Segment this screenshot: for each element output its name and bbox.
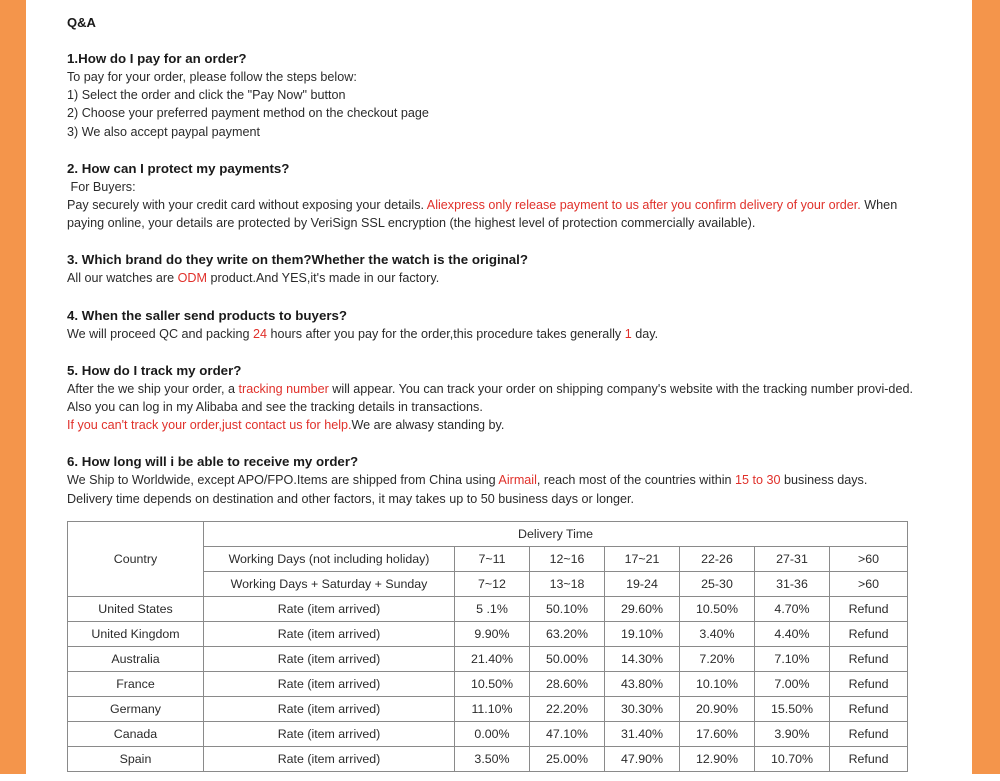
section-4-text-mid: hours after you pay for the order,this procedure takes generally — [266, 326, 625, 341]
section-1-heading: 1.How do I pay for an order? — [67, 51, 247, 66]
table-row-working-days-label: Working Days (not including holiday) — [204, 546, 455, 571]
section-6-heading: 6. How long will i be able to receive my order? — [67, 454, 359, 470]
table-cell-rate-0: 10.50% — [455, 671, 530, 696]
table-cell-working-weekend-2: 19-24 — [605, 571, 680, 596]
section-seller-send-products — [67, 307, 927, 343]
table-cell-rate-4: 10.70% — [755, 746, 830, 771]
table-header-delivery-time: Delivery Time — [204, 521, 908, 546]
section-6-text-tail: business days. — [780, 473, 868, 488]
section-brand-original — [67, 251, 927, 287]
section-6-text-highlight-days: 15 to 30 — [735, 473, 781, 488]
section-4-paragraph — [67, 325, 927, 343]
table-cell-rate-4: 7.10% — [755, 646, 830, 671]
table-cell-rate-2: 47.90% — [605, 746, 680, 771]
table-cell-rate-label: Rate (item arrived) — [204, 721, 455, 746]
table-cell-rate-4: 7.00% — [755, 671, 830, 696]
section-4-heading: 4. When the saller send products to buyers? — [67, 307, 348, 323]
table-cell-rate-0: 5 .1% — [455, 596, 530, 621]
table-cell-country: Canada — [68, 721, 204, 746]
right-orange-border — [972, 0, 1000, 774]
table-cell-rate-0: 21.40% — [455, 646, 530, 671]
table-cell-rate-label: Rate (item arrived) — [204, 746, 455, 771]
table-cell-working-weekend-5: >60 — [830, 571, 908, 596]
table-cell-rate-4: 15.50% — [755, 696, 830, 721]
section-2-paragraph — [67, 196, 927, 232]
delivery-time-table — [67, 521, 908, 772]
table-cell-rate-0: 0.00% — [455, 721, 530, 746]
table-cell-rate-4: 4.70% — [755, 596, 830, 621]
table-cell-working-days-3: 22-26 — [680, 546, 755, 571]
page-title: Q&A — [67, 15, 96, 30]
table-cell-working-weekend-3: 25-30 — [680, 571, 755, 596]
section-6-text-mid: , reach most of the countries within — [536, 473, 735, 488]
table-cell-rate-3: 20.90% — [680, 696, 755, 721]
section-6-paragraph — [67, 471, 927, 489]
table-cell-rate-1: 25.00% — [530, 746, 605, 771]
table-cell-rate-label: Rate (item arrived) — [204, 646, 455, 671]
section-4-text-highlight-days: 1 — [624, 326, 632, 341]
table-cell-rate-3: 17.60% — [680, 721, 755, 746]
table-cell-rate-label: Rate (item arrived) — [204, 696, 455, 721]
section-5-text-tail: will appear. You can track your order on shipping company's website with the tracking number provi-ded. — [328, 381, 913, 396]
table-cell-working-weekend-4: 31-36 — [755, 571, 830, 596]
table-cell-working-weekend-0: 7~12 — [455, 571, 530, 596]
table-cell-rate-3: 7.20% — [680, 646, 755, 671]
table-cell-rate-5: Refund — [830, 646, 908, 671]
table-row — [68, 596, 908, 621]
table-cell-working-days-2: 17~21 — [605, 546, 680, 571]
section-5-contact-highlight: If you can't track your order,just contact us for help. — [67, 418, 352, 433]
section-2-text-tail: When paying online, your details are protected by VeriSign SSL encryption (the highest level of protection commercially available). — [67, 198, 898, 231]
table-row — [68, 721, 908, 746]
table-cell-country: France — [68, 671, 204, 696]
section-3-paragraph — [67, 269, 927, 287]
section-protect-payments — [67, 160, 927, 233]
table-cell-rate-3: 12.90% — [680, 746, 755, 771]
table-cell-rate-3: 10.50% — [680, 596, 755, 621]
table-row — [68, 746, 908, 771]
section-1-line-1: To pay for your order, please follow the steps below: — [67, 70, 357, 84]
section-5-heading: 5. How do I track my order? — [67, 362, 242, 378]
table-cell-rate-5: Refund — [830, 746, 908, 771]
section-1-line-3: 2) Choose your preferred payment method on the checkout page — [67, 106, 429, 121]
section-4-text-highlight-hours: 24 — [252, 326, 267, 341]
section-receive-order — [67, 453, 927, 507]
table-cell-rate-3: 10.10% — [680, 671, 755, 696]
section-5-text-highlight: tracking number — [238, 381, 329, 396]
table-cell-country: United Kingdom — [68, 621, 204, 646]
section-3-text-tail: product.And YES,it's made in our factory. — [207, 271, 440, 286]
section-5-contact-line — [67, 416, 927, 434]
section-3-text-highlight: ODM — [177, 271, 207, 286]
table-cell-rate-3: 3.40% — [680, 621, 755, 646]
table-cell-working-days-4: 27-31 — [755, 546, 830, 571]
table-row — [68, 671, 908, 696]
table-cell-rate-2: 43.80% — [605, 671, 680, 696]
table-cell-rate-label: Rate (item arrived) — [204, 671, 455, 696]
section-4-text-tail: day. — [631, 326, 659, 341]
section-1-line-2: 1) Select the order and click the "Pay Now" button — [67, 88, 346, 103]
table-header-country: Country — [68, 521, 204, 596]
section-3-text-lead: All our watches are — [67, 271, 178, 286]
content-column — [67, 0, 927, 772]
table-cell-rate-2: 31.40% — [605, 721, 680, 746]
table-row — [68, 621, 908, 646]
table-cell-rate-5: Refund — [830, 671, 908, 696]
table-cell-rate-1: 28.60% — [530, 671, 605, 696]
table-cell-country: Germany — [68, 696, 204, 721]
table-cell-rate-2: 29.60% — [605, 596, 680, 621]
section-4-text-lead: We will proceed QC and packing — [67, 326, 253, 341]
table-cell-rate-1: 63.20% — [530, 621, 605, 646]
section-2-heading: 2. How can I protect my payments? — [67, 160, 290, 176]
table-cell-rate-2: 14.30% — [605, 646, 680, 671]
table-cell-working-days-1: 12~16 — [530, 546, 605, 571]
section-2-for-buyers: For Buyers: — [67, 179, 136, 194]
table-row-working-weekend-label: Working Days + Saturday + Sunday — [204, 571, 455, 596]
section-3-heading: 3. Which brand do they write on them?Whether the watch is the original? — [67, 252, 528, 268]
section-6-line-2: Delivery time depends on destination and other factors, it may takes up to 50 business days or longer. — [67, 491, 635, 506]
table-cell-rate-2: 19.10% — [605, 621, 680, 646]
section-5-contact-tail: We are alwasy standing by. — [351, 418, 505, 433]
table-cell-rate-1: 50.10% — [530, 596, 605, 621]
left-orange-border — [0, 0, 26, 774]
table-row-delivery-time-header — [68, 521, 908, 546]
section-5-alibaba-line: Also you can log in my Alibaba and see the tracking details in transactions. — [67, 400, 483, 415]
section-5-paragraph — [67, 380, 927, 398]
section-6-text-lead: We Ship to Worldwide, except APO/FPO.Items are shipped from China using — [67, 473, 499, 488]
table-cell-country: United States — [68, 596, 204, 621]
table-cell-rate-2: 30.30% — [605, 696, 680, 721]
table-cell-rate-5: Refund — [830, 621, 908, 646]
section-2-text-highlight: Aliexpress only release payment to us after you confirm delivery of your order. — [426, 198, 861, 213]
table-cell-rate-1: 50.00% — [530, 646, 605, 671]
table-cell-rate-4: 4.40% — [755, 621, 830, 646]
table-cell-country: Spain — [68, 746, 204, 771]
table-cell-rate-5: Refund — [830, 596, 908, 621]
section-1-line-4: 3) We also accept paypal payment — [67, 124, 260, 139]
section-6-text-highlight-airmail: Airmail — [498, 473, 537, 488]
table-row — [68, 696, 908, 721]
table-cell-country: Australia — [68, 646, 204, 671]
table-cell-rate-label: Rate (item arrived) — [204, 621, 455, 646]
table-cell-rate-1: 22.20% — [530, 696, 605, 721]
table-cell-rate-0: 11.10% — [455, 696, 530, 721]
delivery-time-table-wrapper — [67, 521, 927, 772]
table-cell-working-weekend-1: 13~18 — [530, 571, 605, 596]
table-cell-working-days-5: >60 — [830, 546, 908, 571]
section-2-text-lead: Pay securely with your credit card without exposing your details. — [67, 198, 427, 213]
section-track-order — [67, 362, 927, 435]
section-5-text-lead: After the we ship your order, a — [67, 381, 239, 396]
table-cell-rate-label: Rate (item arrived) — [204, 596, 455, 621]
table-cell-working-days-0: 7~11 — [455, 546, 530, 571]
table-cell-rate-4: 3.90% — [755, 721, 830, 746]
table-cell-rate-1: 47.10% — [530, 721, 605, 746]
table-cell-rate-5: Refund — [830, 721, 908, 746]
table-cell-rate-0: 3.50% — [455, 746, 530, 771]
table-cell-rate-5: Refund — [830, 696, 908, 721]
section-pay-for-order — [67, 50, 927, 141]
table-cell-rate-0: 9.90% — [455, 621, 530, 646]
table-row — [68, 646, 908, 671]
